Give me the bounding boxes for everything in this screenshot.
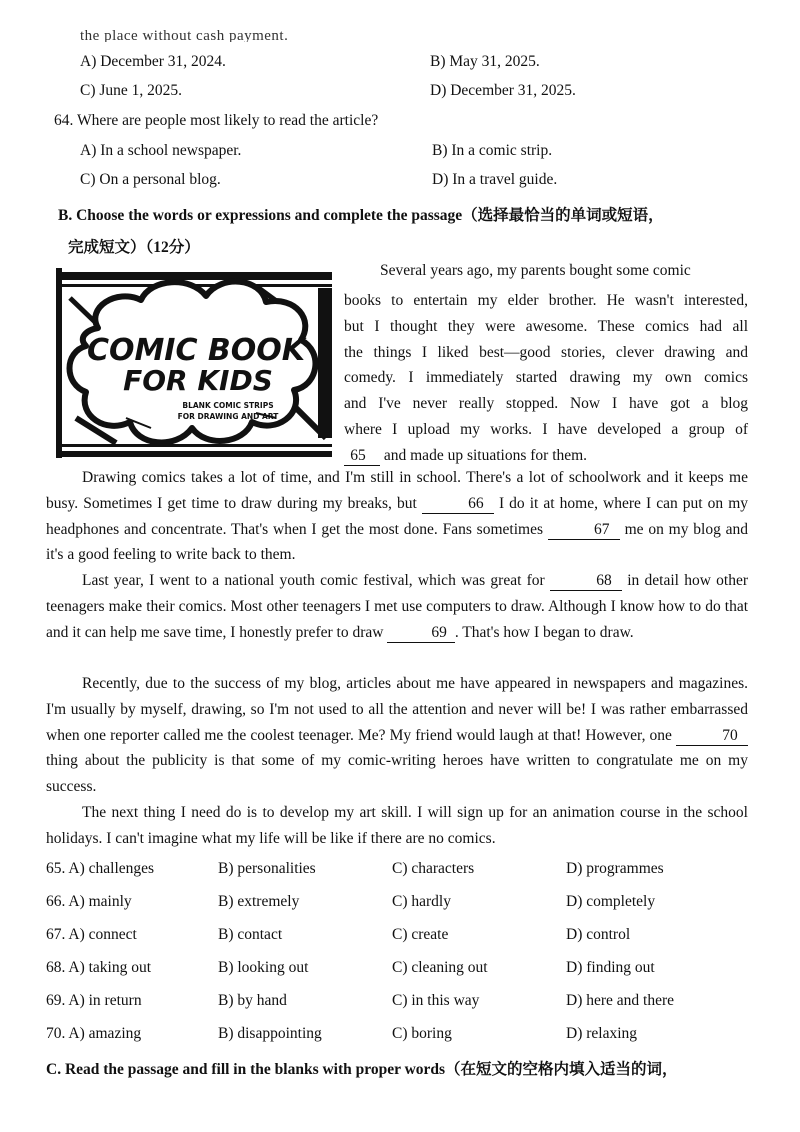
option-65-b: B) personalities — [218, 860, 316, 877]
q64-option-c: C) On a personal blog. — [80, 171, 221, 188]
section-c-heading: C. Read the passage and fill in the blanks with proper words（在短文的空格内填入适当的词， — [46, 1061, 678, 1078]
footer-cutoff — [0, 1092, 800, 1132]
q64-option-a: A) In a school newspaper. — [80, 142, 242, 159]
blank-69[interactable]: 69 — [387, 624, 455, 643]
comic-title-line-1: COMIC BOOK — [86, 333, 306, 368]
p2-part-c: me on my blog and it's a good feeling to write back to them. — [46, 520, 749, 564]
section-b-heading: B. Choose the words or expressions and complete the passage（选择最恰当的单词或短语， — [58, 207, 664, 224]
option-69-b: B) by hand — [218, 992, 287, 1009]
q63-options-row-1 — [46, 53, 766, 75]
q64-options-row-2 — [46, 171, 766, 193]
q63-option-d: D) December 31, 2025. — [430, 82, 576, 99]
p1-line-6: and I've never really stopped. Now I have got a blog — [344, 395, 748, 413]
p1-line-7: where I upload my works. I have developed a group of — [344, 420, 748, 438]
options-row-67 — [46, 926, 766, 948]
q64-options-row-1 — [46, 142, 766, 164]
blank-67[interactable]: 67 — [548, 521, 620, 540]
p2-text — [46, 465, 748, 568]
comic-title-line-2: FOR KIDS — [123, 364, 273, 397]
option-67-d: D) control — [566, 926, 631, 943]
option-70-a: 70. A) amazing — [46, 1025, 142, 1042]
option-65-c: C) characters — [392, 860, 475, 877]
comic-illustration — [56, 268, 332, 458]
p3-part-c: . That's how I began to draw. — [454, 623, 634, 641]
p1-text — [344, 288, 748, 469]
option-68-a: 68. A) taking out — [46, 959, 152, 976]
comic-subtitle-line-2: FOR DRAWING AND ART — [177, 412, 279, 421]
p4-part-b: thing about the publicity is that some of my comic-writing heroes have written to congratulate me on my success. — [46, 752, 748, 796]
option-66-d: D) completely — [566, 893, 656, 910]
option-66-a: 66. A) mainly — [46, 893, 132, 910]
q63-options-row-2 — [46, 82, 766, 104]
p1-line-1: Several years ago, my parents bought some comic — [380, 262, 691, 279]
option-70-c: C) boring — [392, 1025, 452, 1042]
blank-70[interactable]: 70 — [676, 727, 748, 746]
option-69-c: C) in this way — [392, 992, 480, 1009]
p4-text — [46, 671, 748, 800]
option-69-d: D) here and there — [566, 992, 675, 1009]
p5-text: The next thing I need do is to develop my art skill. I will sign up for an animation course in the school holidays. I can't imagine what my life will be like if there are no comics. — [46, 804, 748, 847]
option-67-b: B) contact — [218, 926, 283, 943]
p1-line-5: comedy. I immediately started drawing my own comics — [344, 369, 748, 387]
cut-off-text — [80, 20, 320, 42]
q63-option-c: C) June 1, 2025. — [80, 82, 183, 99]
options-row-65 — [46, 860, 766, 882]
p2-part-b: I do it at home, where I can put on my headphones and concentrate. That's when I get the most done. Fans sometimes — [46, 494, 749, 538]
option-68-d: D) finding out — [566, 959, 655, 976]
cut-off-line: the place without cash payment. — [80, 28, 289, 42]
p1-line-2: books to entertain my elder brother. He wasn't interested, — [344, 292, 748, 309]
options-row-66 — [46, 893, 766, 915]
p3-text — [46, 568, 748, 645]
p1-line-4: the things I liked best—good stories, clever drawing and — [344, 343, 748, 361]
option-68-b: B) looking out — [218, 959, 309, 976]
p2-part-a: Drawing comics takes a lot of time, and I'm still in school. There's a lot of schoolwork and it keeps me busy. Sometimes I get time to draw during my breaks, but — [46, 469, 748, 512]
option-65-d: D) programmes — [566, 860, 664, 877]
option-69-a: 69. A) in return — [46, 992, 142, 1009]
comic-subtitle-line-1: BLANK COMIC STRIPS — [182, 401, 274, 410]
option-70-b: B) disappointing — [218, 1025, 322, 1042]
q64-option-d: D) In a travel guide. — [432, 171, 558, 188]
q63-option-b: B) May 31, 2025. — [430, 53, 540, 70]
option-67-c: C) create — [392, 926, 449, 943]
section-b-heading-2: 完成短文）（12分） — [68, 239, 200, 256]
options-row-70 — [46, 1025, 766, 1047]
p4-part-a: Recently, due to the success of my blog, articles about me have appeared in newspapers and magazines. I'm usually by myself, drawing, so I'm not used to all the attention and never will be! I was rather embarrassed when one reporter called me the coolest teenager. Me? My friend would laugh at that! However, one — [46, 675, 748, 744]
option-66-c: C) hardly — [392, 893, 451, 910]
option-66-b: B) extremely — [218, 893, 300, 910]
q64-question: 64. Where are people most likely to read the article? — [54, 112, 379, 129]
blank-68[interactable]: 68 — [550, 572, 622, 591]
options-row-69 — [46, 992, 766, 1014]
p3-part-b: in detail how other teenagers make their comics. Most other teenagers I met use computers to draw. Although I know how to do that and it can help me save time, I honestly prefer to draw — [46, 572, 748, 641]
option-70-d: D) relaxing — [566, 1025, 638, 1042]
q64-option-b: B) In a comic strip. — [432, 142, 553, 159]
p3-part-a: Last year, I went to a national youth comic festival, which was great for — [82, 572, 545, 589]
option-67-a: 67. A) connect — [46, 926, 137, 943]
option-68-c: C) cleaning out — [392, 959, 488, 976]
option-65-a: 65. A) challenges — [46, 860, 155, 877]
comic-book-image — [56, 268, 332, 458]
options-row-68 — [46, 959, 766, 981]
p1-line-8-text: and made up situations for them. — [383, 446, 588, 464]
p1-line-3: but I thought they were awesome. These comics had all — [344, 317, 748, 335]
blank-66[interactable]: 66 — [422, 495, 494, 514]
blank-65[interactable]: 65 — [344, 447, 380, 466]
q63-option-a: A) December 31, 2024. — [80, 53, 226, 70]
